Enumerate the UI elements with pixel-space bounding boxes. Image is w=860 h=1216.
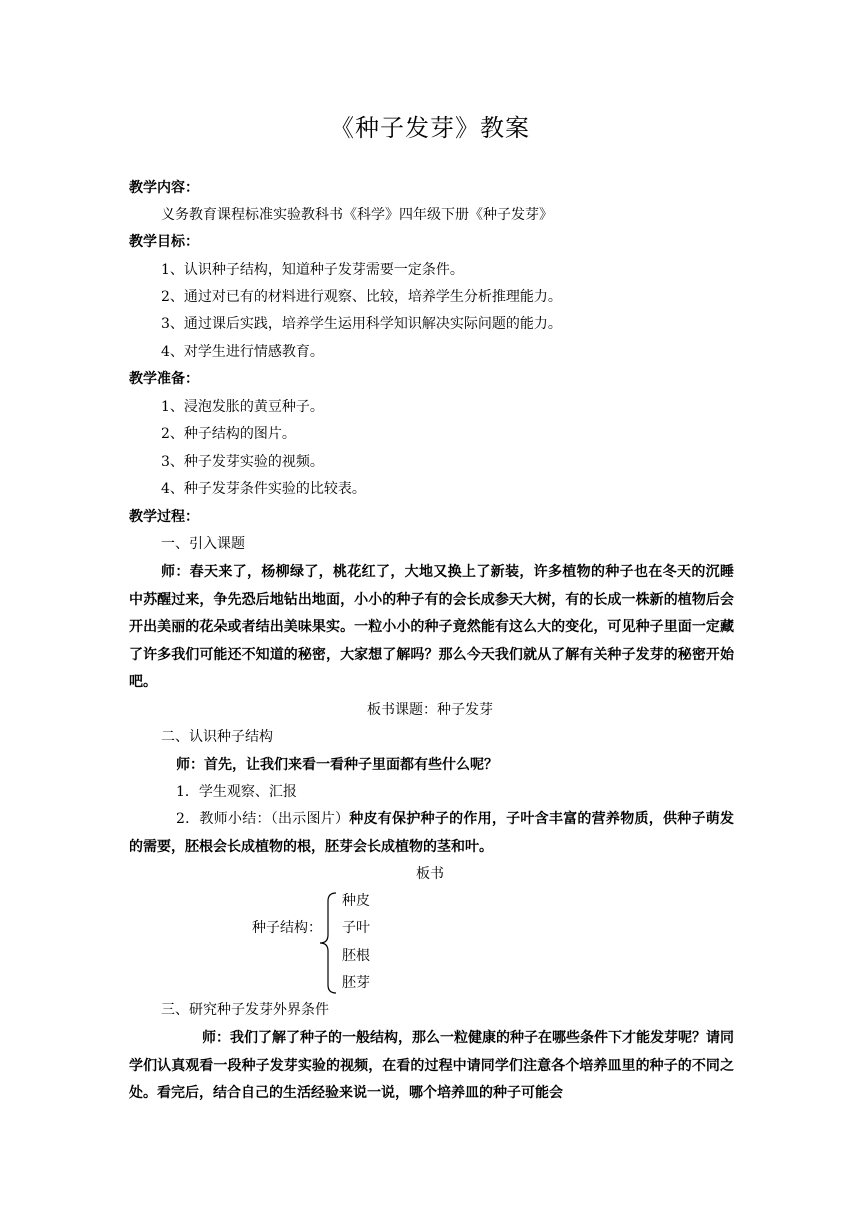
section-heading-prep: 教学准备： [129,371,199,387]
board-label: 板书 [416,866,444,882]
goal-item: 4、对学生进行情感教育。 [161,344,324,360]
goal-item: 1、认识种子结构，知道种子发芽需要一定条件。 [161,262,464,278]
structure-part: 种皮 [342,893,370,909]
subsection-title: 三、研究种子发芽外界条件 [161,1002,329,1018]
experiment-paragraph: 师：我们了解了种子的一般结构，那么一粒健康的种子在哪些条件下才能发芽呢？请同学们认真观看一段种子发芽实验的视频，在看的过程中请同学们注意各个培养皿里的种子的不同之处。看完后，结合自己的生活经验来说一说，哪个培养皿的种子可能会 [129,1030,734,1101]
document-title: 《种子发芽》教案 [330,114,530,142]
structure-part: 胚芽 [342,975,370,991]
brace-icon [318,891,340,995]
summary-paragraph [129,806,734,861]
subsection-title: 一、引入课题 [161,536,245,552]
prep-item: 3、种子发芽实验的视频。 [161,454,324,470]
step-item: 1．学生观察、汇报 [176,784,297,800]
summary-text: 种皮有保护种子的作用，子叶含丰富的营养物质，供种子萌发的需要，胚根会长成植物的根，胚芽会长成植物的茎和叶。 [129,811,734,855]
intro-paragraph: 师：春天来了，杨柳绿了，桃花红了，大地又换上了新装，许多植物的种子也在冬天的沉睡中苏醒过来，争先恐后地钻出地面，小小的种子有的会长成参天大树，有的长成一株新的植物后会开出美丽的花朵或者结出美味果实。一粒小小的种子竟然能有这么大的变化，可见种子里面一定藏了许多我们可能还不知道的秘密，大家想了解吗？那么今天我们就从了解有关种子发芽的秘密开始吧。 [129,564,734,690]
teacher-question: 师：首先，让我们来看一看种子里面都有些什么呢？ [176,757,498,773]
structure-part: 子叶 [342,920,370,936]
section-heading-goals: 教学目标： [129,234,199,250]
goal-item: 2、通过对已有的材料进行观察、比较，培养学生分析推理能力。 [161,289,562,305]
section-heading-process: 教学过程： [129,509,199,525]
summary-prefix: 2．教师小结：（出示图片） [176,811,350,827]
prep-item: 2、种子结构的图片。 [161,426,296,442]
content-text: 义务教育课程标准实验教科书《科学》四年级下册《种子发芽》 [161,207,553,223]
structure-part: 胚根 [342,948,370,964]
subsection-title: 二、认识种子结构 [161,729,273,745]
board-title: 板书课题：种子发芽 [367,702,493,718]
prep-item: 4、种子发芽条件实验的比较表。 [161,481,366,497]
section-heading-content: 教学内容： [129,180,199,196]
prep-item: 1、浸泡发胀的黄豆种子。 [161,399,324,415]
structure-label: 种子结构： [252,920,322,936]
goal-item: 3、通过课后实践，培养学生运用科学知识解决实际问题的能力。 [161,316,562,332]
